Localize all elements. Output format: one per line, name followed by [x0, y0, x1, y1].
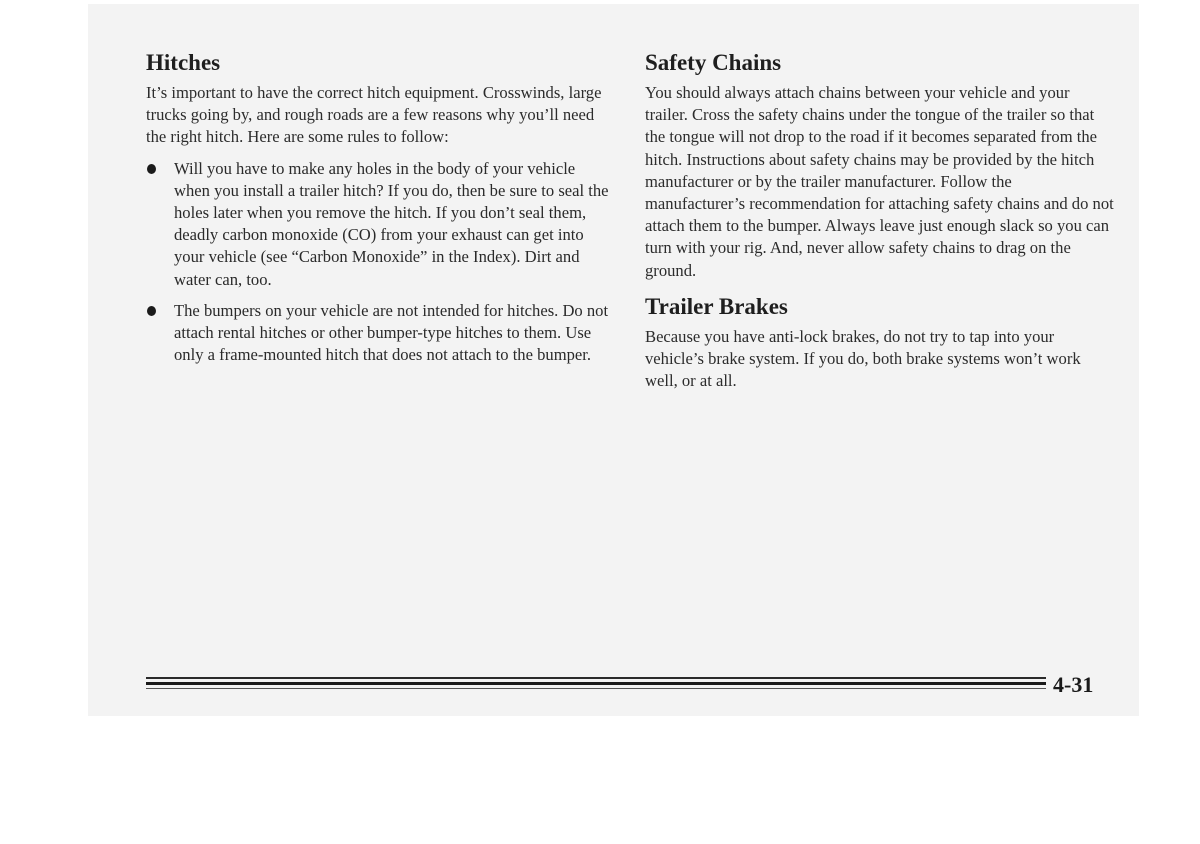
bullet-icon — [147, 306, 156, 316]
footer-rule — [146, 677, 1046, 679]
bullet-text: The bumpers on your vehicle are not intended for hitches. Do not attach rental hitches or other bumper-type hitches to them. Use only a frame-mounted hitch that does not attach to the bumper. — [174, 300, 609, 365]
hitches-heading: Hitches — [146, 50, 221, 75]
trailer-brakes-text: Because you have anti-lock brakes, do not try to tap into your vehicle’s brake system. If you do, both brake systems won’t work well, or at all. — [645, 326, 1081, 391]
footer-rule — [146, 682, 1046, 685]
footer-rule-lines — [146, 677, 1046, 697]
list-item — [146, 158, 614, 291]
page-number: 4-31 — [1053, 672, 1094, 697]
list-item — [146, 300, 614, 367]
left-column — [146, 48, 614, 375]
bullet-icon — [147, 164, 156, 174]
trailer-brakes-heading: Trailer Brakes — [645, 293, 788, 319]
bullet-text: Will you have to make any holes in the body of your vehicle when you install a trailer hitch? If you do, then be sure to seal the holes later when you remove the hitch. If you don’t seal them, deadly carbon monoxide (CO) from your exhaust can get into your vehicle (see “Carbon Monoxide” in the Index). Dirt and water can, too. — [174, 158, 609, 289]
hitch-rules-list — [146, 158, 614, 367]
footer-rule — [146, 688, 1046, 689]
safety-chains-text: You should always attach chains between your vehicle and your trailer. Cross the safety chains under the tongue of the trailer so that the tongue will not drop to the road if it becomes separated from the hitch. Instructions about safety chains may be provided by the hitch manufacturer or by the trailer manufacturer. Follow the manufacturer’s recommendation for attaching safety chains and do not attach them to the bumper. Always leave just enough slack so you can turn with your rig. And, never allow safety chains to drag on the ground. — [645, 83, 1114, 280]
right-column — [645, 48, 1115, 392]
safety-chains-heading: Safety Chains — [645, 50, 782, 75]
hitches-intro: It’s important to have the correct hitch equipment. Crosswinds, large trucks going by, and rough roads are a few reasons why you’ll need the right hitch. Here are some rules to follow: — [146, 83, 602, 147]
